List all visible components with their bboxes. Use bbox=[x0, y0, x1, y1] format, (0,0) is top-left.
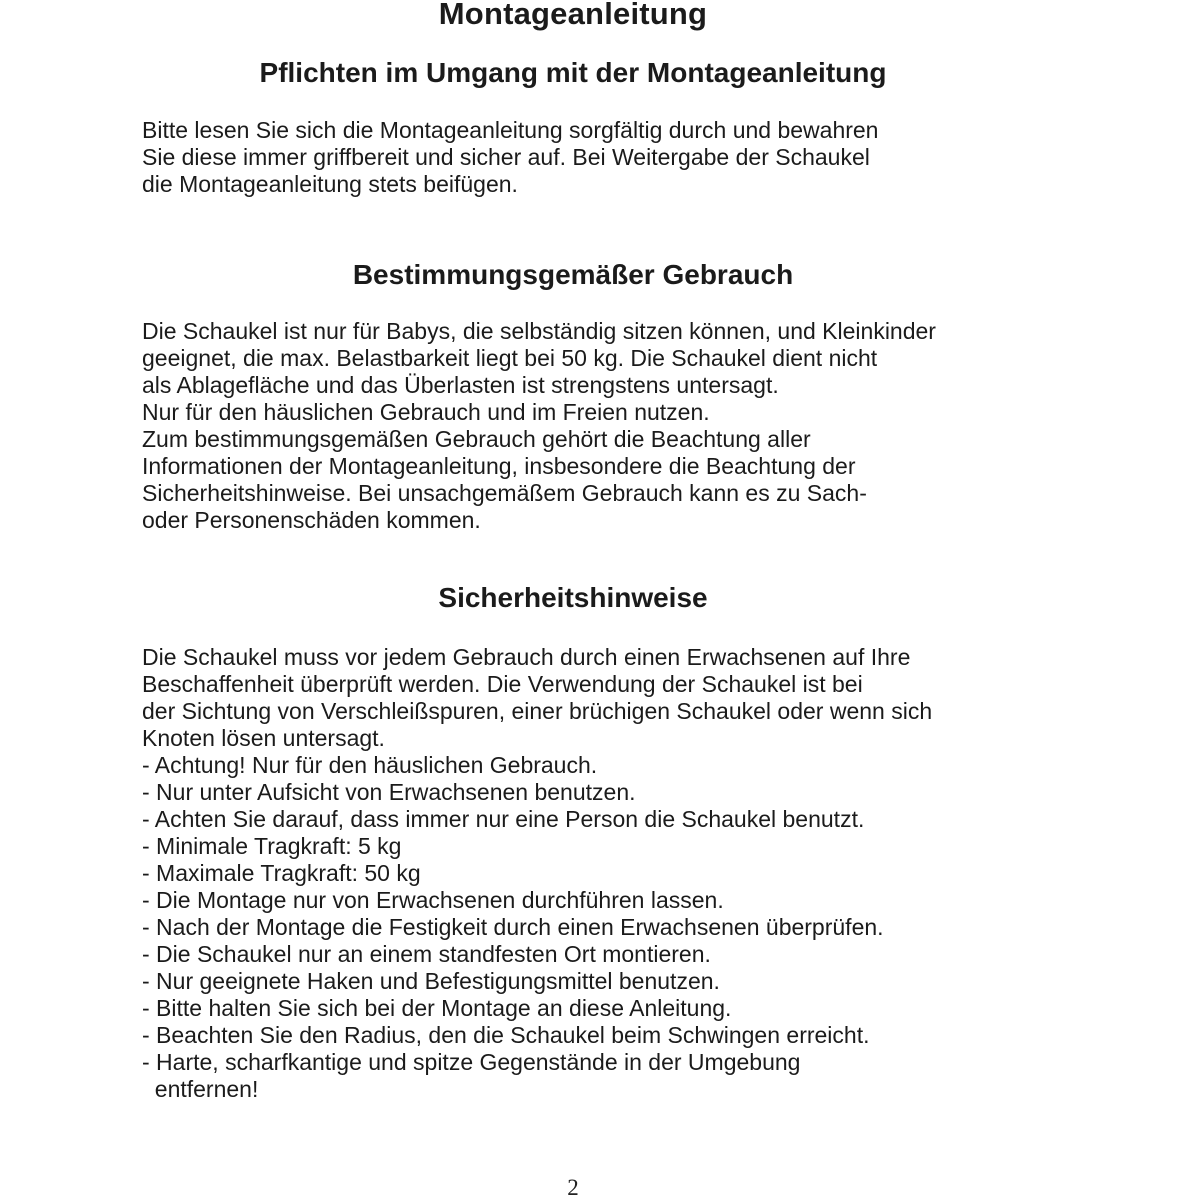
text-line: - Harte, scharfkantige und spitze Gegenstände in der Umgebung bbox=[142, 1049, 801, 1075]
text-line: - Minimale Tragkraft: 5 kg bbox=[142, 833, 402, 859]
text-line: - Bitte halten Sie sich bei der Montage an diese Anleitung. bbox=[142, 995, 732, 1021]
text-line: oder Personenschäden kommen. bbox=[142, 507, 481, 533]
text-line: - Die Montage nur von Erwachsenen durchführen lassen. bbox=[142, 887, 724, 913]
text-line: Bitte lesen Sie sich die Montageanleitung sorgfältig durch und bewahren bbox=[142, 117, 879, 143]
page-title: Montageanleitung bbox=[438, 0, 708, 31]
text-line: entfernen! bbox=[142, 1076, 259, 1102]
text-line: - Die Schaukel nur an einem standfesten Ort montieren. bbox=[142, 941, 711, 967]
text-line: die Montageanleitung stets beifügen. bbox=[142, 171, 518, 197]
text-line: Die Schaukel muss vor jedem Gebrauch durch einen Erwachsenen auf Ihre bbox=[142, 644, 911, 670]
paragraph-duties bbox=[142, 117, 1004, 198]
text-line: geeignet, die max. Belastbarkeit liegt bei 50 kg. Die Schaukel dient nicht bbox=[142, 345, 878, 371]
text-line: der Sichtung von Verschleißspuren, einer brüchigen Schaukel oder wenn sich bbox=[142, 698, 933, 724]
text-line: Knoten lösen untersagt. bbox=[142, 725, 385, 751]
text-line: - Achtung! Nur für den häuslichen Gebrauch. bbox=[142, 752, 598, 778]
text-line: - Beachten Sie den Radius, den die Schaukel beim Schwingen erreicht. bbox=[142, 1022, 870, 1048]
text-line: Sie diese immer griffbereit und sicher auf. Bei Weitergabe der Schaukel bbox=[142, 144, 870, 170]
paragraph-safety-notes bbox=[142, 644, 1004, 1103]
document-content bbox=[142, 0, 1004, 1103]
section-heading-intended-use: Bestimmungsgemäßer Gebrauch bbox=[352, 259, 794, 290]
text-line: Zum bestimmungsgemäßen Gebrauch gehört die Beachtung aller bbox=[142, 426, 811, 452]
text-line: Nur für den häuslichen Gebrauch und im Freien nutzen. bbox=[142, 399, 710, 425]
text-line: Die Schaukel ist nur für Babys, die selbständig sitzen können, und Kleinkinder bbox=[142, 318, 936, 344]
section-heading-safety-notes: Sicherheitshinweise bbox=[438, 582, 708, 613]
section-heading-duties: Pflichten im Umgang mit der Montageanleitung bbox=[259, 57, 887, 88]
text-line: - Nur unter Aufsicht von Erwachsenen benutzen. bbox=[142, 779, 636, 805]
text-line: - Nur geeignete Haken und Befestigungsmittel benutzen. bbox=[142, 968, 720, 994]
text-line: Informationen der Montageanleitung, insbesondere die Beachtung der bbox=[142, 453, 856, 479]
text-line: - Nach der Montage die Festigkeit durch einen Erwachsenen überprüfen. bbox=[142, 914, 884, 940]
text-line: - Maximale Tragkraft: 50 kg bbox=[142, 860, 421, 886]
text-line: Beschaffenheit überprüft werden. Die Verwendung der Schaukel ist bei bbox=[142, 671, 863, 697]
text-line: als Ablagefläche und das Überlasten ist strengstens untersagt. bbox=[142, 372, 779, 398]
text-line: - Achten Sie darauf, dass immer nur eine Person die Schaukel benutzt. bbox=[142, 806, 865, 832]
page-number: 2 bbox=[567, 1175, 579, 1200]
paragraph-intended-use bbox=[142, 318, 1004, 534]
text-line: Sicherheitshinweise. Bei unsachgemäßem Gebrauch kann es zu Sach- bbox=[142, 480, 867, 506]
